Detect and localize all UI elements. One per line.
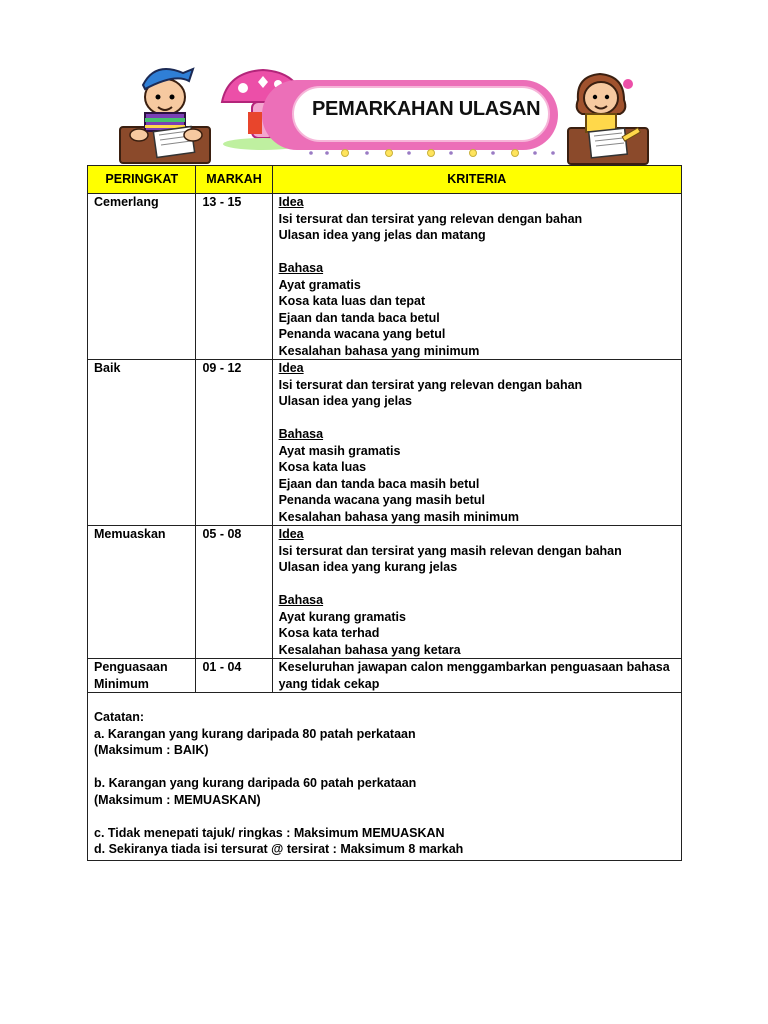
note-line: b. Karangan yang kurang daripada 60 patah perkataan (94, 776, 417, 790)
bahasa-label: Bahasa (278, 261, 324, 275)
criteria-line: Ejaan dan tanda baca betul (278, 310, 440, 325)
criteria-line: Kesalahan bahasa yang ketara (278, 642, 461, 657)
marks-cell: 05 - 08 (196, 526, 272, 659)
criteria-line: Ayat masih gramatis (278, 443, 401, 458)
criteria-line: Kesalahan bahasa yang minimum (278, 343, 480, 358)
grade-cell: Cemerlang (88, 194, 196, 360)
bahasa-label: Bahasa (278, 593, 324, 607)
idea-label: Idea (278, 361, 304, 375)
note-line: a. Karangan yang kurang daripada 80 patah perkataan (94, 726, 416, 741)
note-line: c. Tidak menepati tajuk/ ringkas : Maksimum MEMUASKAN (94, 825, 445, 840)
dot-border-decoration (305, 148, 560, 158)
marks-cell: 13 - 15 (196, 194, 272, 360)
notes-title: Catatan: (94, 710, 145, 724)
table-row (88, 659, 682, 693)
page-title: PEMARKAHAN ULASAN (312, 98, 541, 120)
criteria-cell (272, 194, 681, 360)
criteria-line: Kosa kata terhad (278, 626, 380, 640)
marks-cell: 09 - 12 (196, 360, 272, 526)
header-markah: MARKAH (196, 166, 272, 194)
note-line: d. Sekiranya tiada isi tersurat @ tersirat : Maksimum 8 markah (94, 842, 464, 856)
bahasa-label: Bahasa (278, 427, 324, 441)
criteria-line: Penanda wacana yang betul (278, 327, 446, 341)
idea-label: Idea (278, 195, 304, 209)
criteria-line: Isi tersurat dan tersirat yang relevan dengan bahan (278, 377, 583, 392)
boy-writing-illustration (115, 55, 215, 165)
table-row (88, 526, 682, 659)
criteria-cell (272, 360, 681, 526)
grade-cell: Memuaskan (88, 526, 196, 659)
banner (0, 0, 768, 165)
criteria-line: Keseluruhan jawapan calon menggambarkan penguasaan bahasa (278, 660, 670, 674)
criteria-cell (272, 526, 681, 659)
notes-row (88, 693, 682, 861)
criteria-line: Isi tersurat dan tersirat yang relevan dengan bahan (278, 211, 583, 226)
criteria-line: Kosa kata luas (278, 460, 367, 474)
notes-cell (88, 693, 682, 861)
grade-cell: Baik (88, 360, 196, 526)
criteria-line: Penanda wacana yang masih betul (278, 493, 485, 507)
note-line: (Maksimum : BAIK) (94, 743, 209, 757)
grade-line: Penguasaan (94, 660, 168, 674)
criteria-line: yang tidak cekap (278, 676, 380, 691)
header-kriteria: KRITERIA (272, 166, 681, 194)
marks-cell: 01 - 04 (196, 659, 272, 693)
girl-writing-illustration (562, 70, 652, 165)
grade-line: Minimum (94, 676, 149, 691)
rubric-table (87, 165, 682, 861)
table-row (88, 194, 682, 360)
criteria-line: Ayat kurang gramatis (278, 609, 406, 624)
criteria-cell (272, 659, 681, 693)
criteria-line: Isi tersurat dan tersirat yang masih relevan dengan bahan (278, 543, 622, 558)
table-header-row (88, 166, 682, 194)
criteria-line: Ulasan idea yang jelas dan matang (278, 228, 486, 242)
idea-label: Idea (278, 527, 304, 541)
criteria-line: Kesalahan bahasa yang masih minimum (278, 509, 519, 524)
criteria-line: Kosa kata luas dan tepat (278, 294, 426, 308)
table-row (88, 360, 682, 526)
note-line: (Maksimum : MEMUASKAN) (94, 792, 261, 807)
criteria-line: Ulasan idea yang kurang jelas (278, 560, 458, 574)
header-peringkat: PERINGKAT (88, 166, 196, 194)
grade-cell (88, 659, 196, 693)
criteria-line: Ayat gramatis (278, 277, 361, 292)
criteria-line: Ulasan idea yang jelas (278, 394, 412, 408)
criteria-line: Ejaan dan tanda baca masih betul (278, 476, 480, 491)
